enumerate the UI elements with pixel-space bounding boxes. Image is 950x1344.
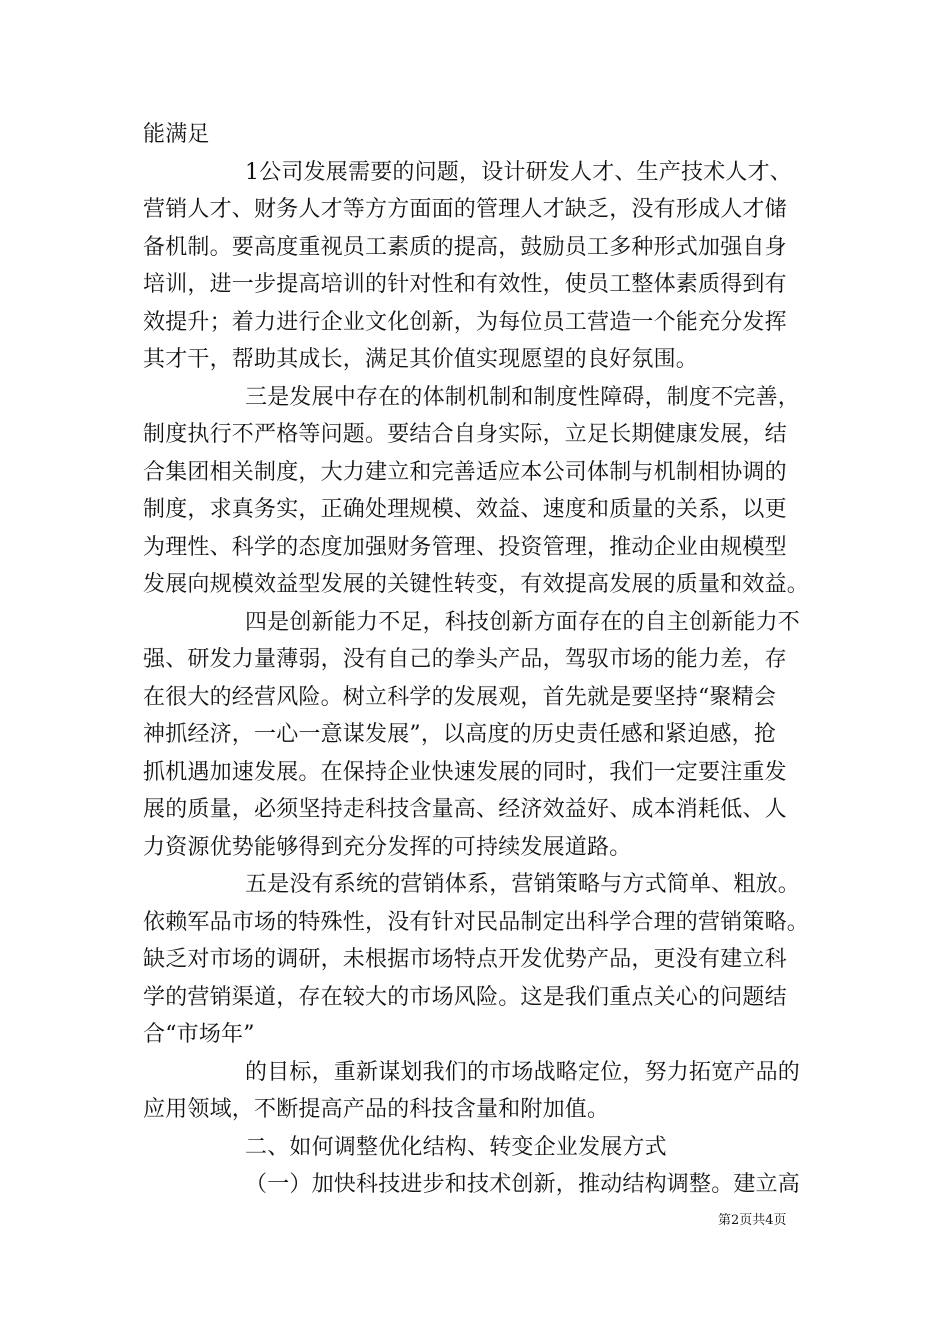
text-line: 缺乏对市场的调研，未根据市场特点开发优势产品，更没有建立科 — [143, 947, 787, 972]
text-line: 强、研发力量薄弱，没有自己的拳头产品，驾驭市场的能力差，存 — [143, 647, 787, 672]
text-line: 1公司发展需要的问题，设计研发人才、生产技术人才、 — [245, 160, 792, 185]
text-line: 抓机遇加速发展。在保持企业快速发展的同时，我们一定要注重发 — [143, 760, 787, 785]
text-line: 备机制。要高度重视员工素质的提高，鼓励员工多种形式加强自身 — [143, 235, 787, 260]
text-line: 为理性、科学的态度加强财务管理、投资管理，推动企业由规模型 — [143, 535, 787, 560]
text-line: 展的质量，必须坚持走科技含量高、经济效益好、成本消耗低、人 — [143, 797, 787, 822]
text-line: 效提升；着力进行企业文化创新，为每位员工营造一个能充分发挥 — [143, 310, 787, 335]
text-line: 力资源优势能够得到充分发挥的可持续发展道路。 — [143, 835, 632, 860]
text-line: 能满足 — [143, 122, 210, 147]
text-line: 合“市场年” — [143, 1022, 255, 1047]
text-line: 的目标，重新谋划我们的市场战略定位，努力拓宽产品的 — [245, 1060, 801, 1085]
text-line: 其才干，帮助其成长，满足其价值实现愿望的良好氛围。 — [143, 347, 699, 372]
text-line: 学的营销渠道，存在较大的市场风险。这是我们重点关心的问题结 — [143, 985, 787, 1010]
text-line: 制度执行不严格等问题。要结合自身实际，立足长期健康发展，结 — [143, 422, 787, 447]
text-line: 神抓经济，一心一意谋发展”，以高度的历史责任感和紧迫感，抢 — [143, 722, 777, 747]
text-line: 四是创新能力不足，科技创新方面存在的自主创新能力不 — [245, 610, 801, 635]
section-heading: 二、如何调整优化结构、转变企业发展方式 — [245, 1135, 667, 1160]
text-line: 在很大的经营风险。树立科学的发展观，首先就是要坚持“聚精会 — [143, 685, 777, 710]
text-line: 五是没有系统的营销体系，营销策略与方式简单、粗放。 — [245, 872, 801, 897]
text-line: 营销人才、财务人才等方方面面的管理人才缺乏，没有形成人才储 — [143, 197, 787, 222]
text-line: 应用领域，不断提高产品的科技含量和附加值。 — [143, 1097, 610, 1122]
subsection-heading: （一）加快科技进步和技术创新，推动结构调整。建立高 — [245, 1172, 801, 1197]
page-number-footer: 第2页共4页 — [718, 1213, 787, 1228]
text-line: 三是发展中存在的体制机制和制度性障碍，制度不完善， — [245, 385, 801, 410]
text-line: 合集团相关制度，大力建立和完善适应本公司体制与机制相协调的 — [143, 460, 787, 485]
text-line: 发展向规模效益型发展的关键性转变，有效提高发展的质量和效益。 — [143, 572, 810, 597]
text-line: 依赖军品市场的特殊性，没有针对民品制定出科学合理的营销策略。 — [143, 910, 810, 935]
text-line: 培训，进一步提高培训的针对性和有效性，使员工整体素质得到有 — [143, 272, 787, 297]
text-line: 制度，求真务实，正确处理规模、效益、速度和质量的关系，以更 — [143, 497, 787, 522]
